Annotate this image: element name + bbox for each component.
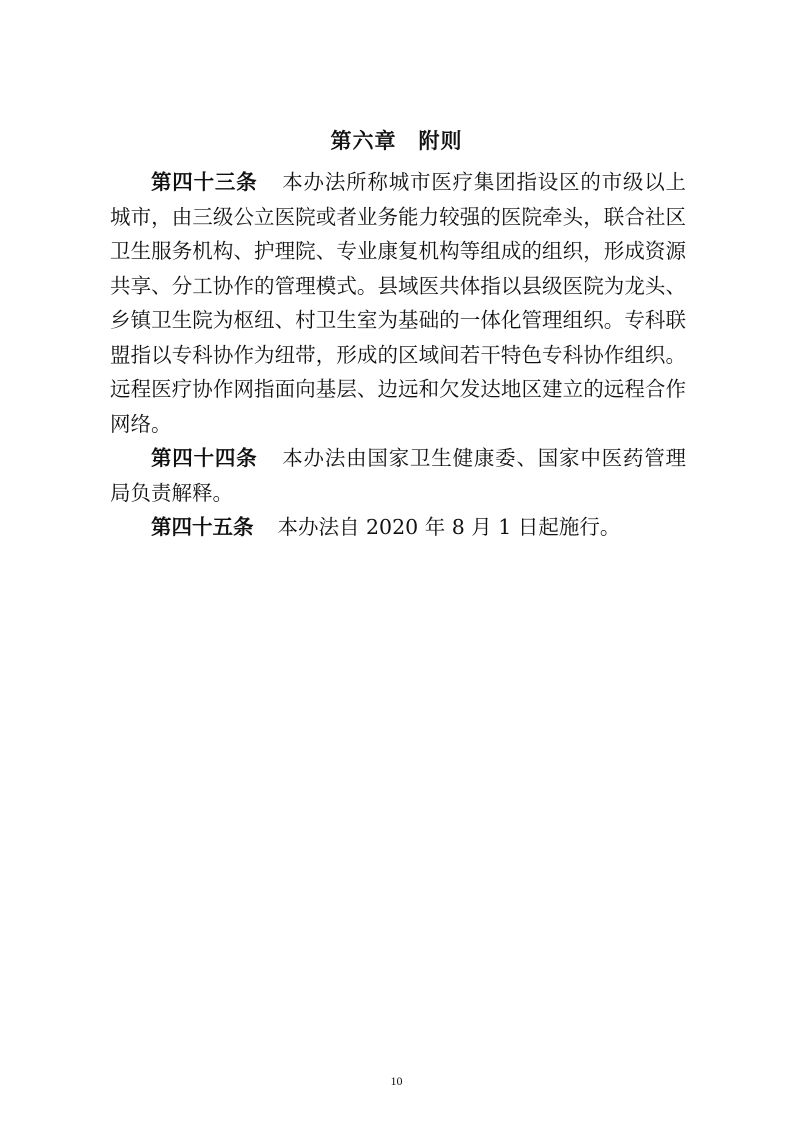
chapter-name: 附则	[418, 129, 463, 153]
article-44	[110, 441, 686, 510]
article-text: 本办法自 2020 年 8 月 1 日起施行。	[277, 515, 621, 539]
article-text: 本办法所称城市医疗集团指设区的市级以上城市，由三级公立医院或者业务能力较强的医院牵头，联合社区卫生服务机构、护理院、专业康复机构等组成的组织，形成资源共享、分工协作的管理模式。县域医共体指以县级医院为龙头、乡镇卫生院为枢纽、村卫生室为基础的一体化管理组织。专科联盟指以专科协作为纽带，形成的区域间若干特色专科协作组织。远程医疗协作网指面向基层、边远和欠发达地区建立的远程合作网络。	[110, 170, 687, 436]
article-45	[110, 510, 686, 545]
document-body	[110, 165, 686, 545]
article-number: 第四十五条	[151, 515, 254, 539]
article-number: 第四十四条	[151, 446, 258, 470]
chapter-number: 第六章	[330, 129, 397, 153]
page-number: 10	[390, 1074, 403, 1088]
article-number: 第四十三条	[151, 170, 258, 194]
chapter-title	[0, 125, 793, 157]
article-text: 本办法由国家卫生健康委、国家中医药管理局负责解释。	[110, 446, 687, 505]
article-43	[110, 165, 686, 441]
